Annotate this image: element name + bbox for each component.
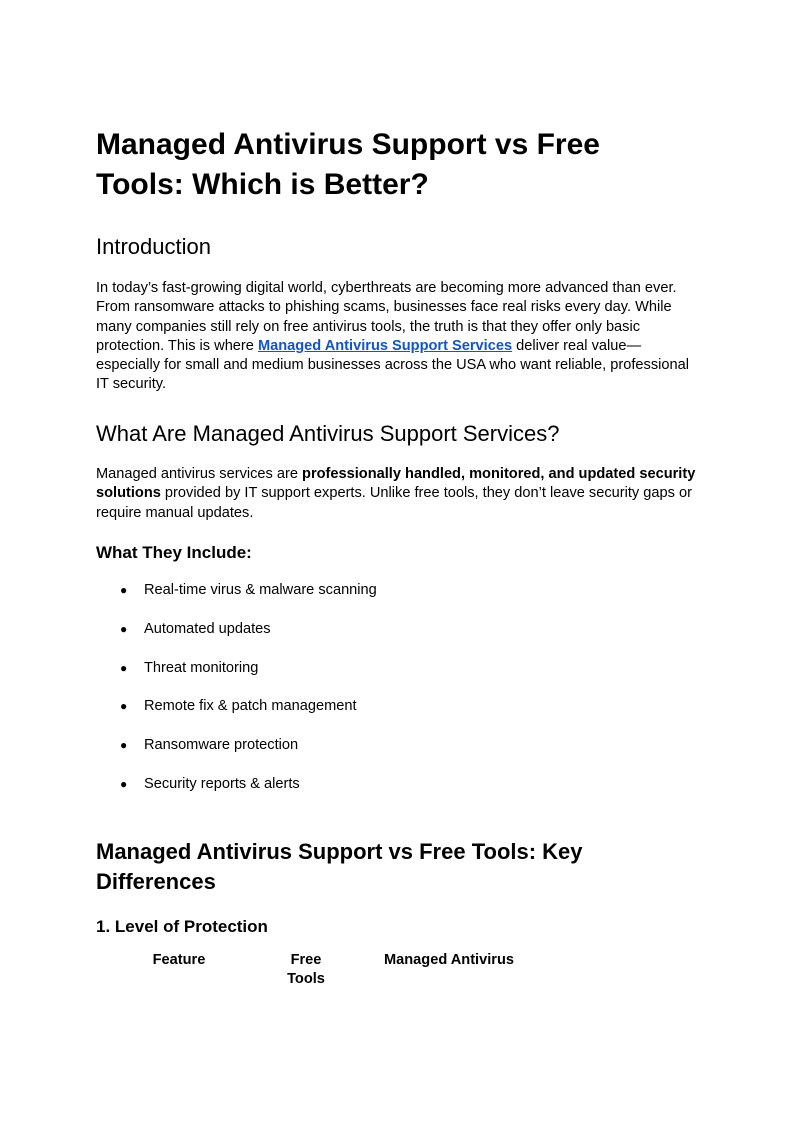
bullet-icon: ● xyxy=(120,738,128,753)
key-differences-heading: Managed Antivirus Support vs Free Tools: Key Differences xyxy=(96,839,583,894)
what-are-text-before-bold: Managed antivirus services are xyxy=(96,466,303,482)
what-are-text-after-bold: provided by IT support experts. Unlike free tools, they don’t leave security gaps or require manual updates. xyxy=(96,485,692,521)
intro-text-after-link: deliver real value—especially for small and medium businesses across the USA who want reliable, professional IT security. xyxy=(96,337,689,393)
bullet-icon: ● xyxy=(120,776,128,791)
intro-text-before-link: In today’s fast-growing digital world, cyberthreats are becoming more advanced than ever. From ransomware attacks to phishing scams, businesses face real risks every day. While many companies still rely on free antivirus tools, the truth is that they offer only basic protection. This is where xyxy=(96,280,677,354)
introduction-paragraph xyxy=(96,279,696,395)
features-list xyxy=(96,580,377,813)
bullet-icon: ● xyxy=(120,660,128,675)
list-item-text: Remote fix & patch management xyxy=(144,698,357,715)
page-title: Managed Antivirus Support vs Free Tools: Which is Better? xyxy=(96,128,600,201)
list-item-text: Automated updates xyxy=(144,620,271,637)
list-item xyxy=(96,658,377,697)
list-item-text: Security reports & alerts xyxy=(144,775,300,792)
list-item-text: Real-time virus & malware scanning xyxy=(144,582,377,598)
introduction-heading: Introduction xyxy=(96,234,211,259)
list-item-text: Threat monitoring xyxy=(144,659,259,676)
bullet-icon: ● xyxy=(120,699,128,714)
what-are-heading: What Are Managed Antivirus Support Services? xyxy=(96,421,560,446)
what-are-bold-text: professionally handled, monitored, and updated security solutions xyxy=(96,466,696,502)
list-item-text: Ransomware protection xyxy=(144,737,299,754)
list-item xyxy=(96,580,377,619)
table-header-managed-antivirus: Managed Antivirus xyxy=(383,952,514,968)
list-item xyxy=(96,696,377,735)
table-header-free-tools: Free Tools xyxy=(287,952,325,988)
table-header-feature: Feature xyxy=(152,952,206,968)
bullet-icon: ● xyxy=(120,621,128,636)
managed-antivirus-services-link[interactable]: Managed Antivirus Support Services xyxy=(257,337,513,354)
list-item xyxy=(96,774,377,813)
what-are-paragraph xyxy=(96,465,696,523)
bullet-icon: ● xyxy=(120,583,128,597)
list-item xyxy=(96,619,377,658)
what-they-include-heading: What They Include: xyxy=(96,543,252,562)
level-of-protection-heading: 1. Level of Protection xyxy=(96,917,268,936)
list-item xyxy=(96,735,377,774)
